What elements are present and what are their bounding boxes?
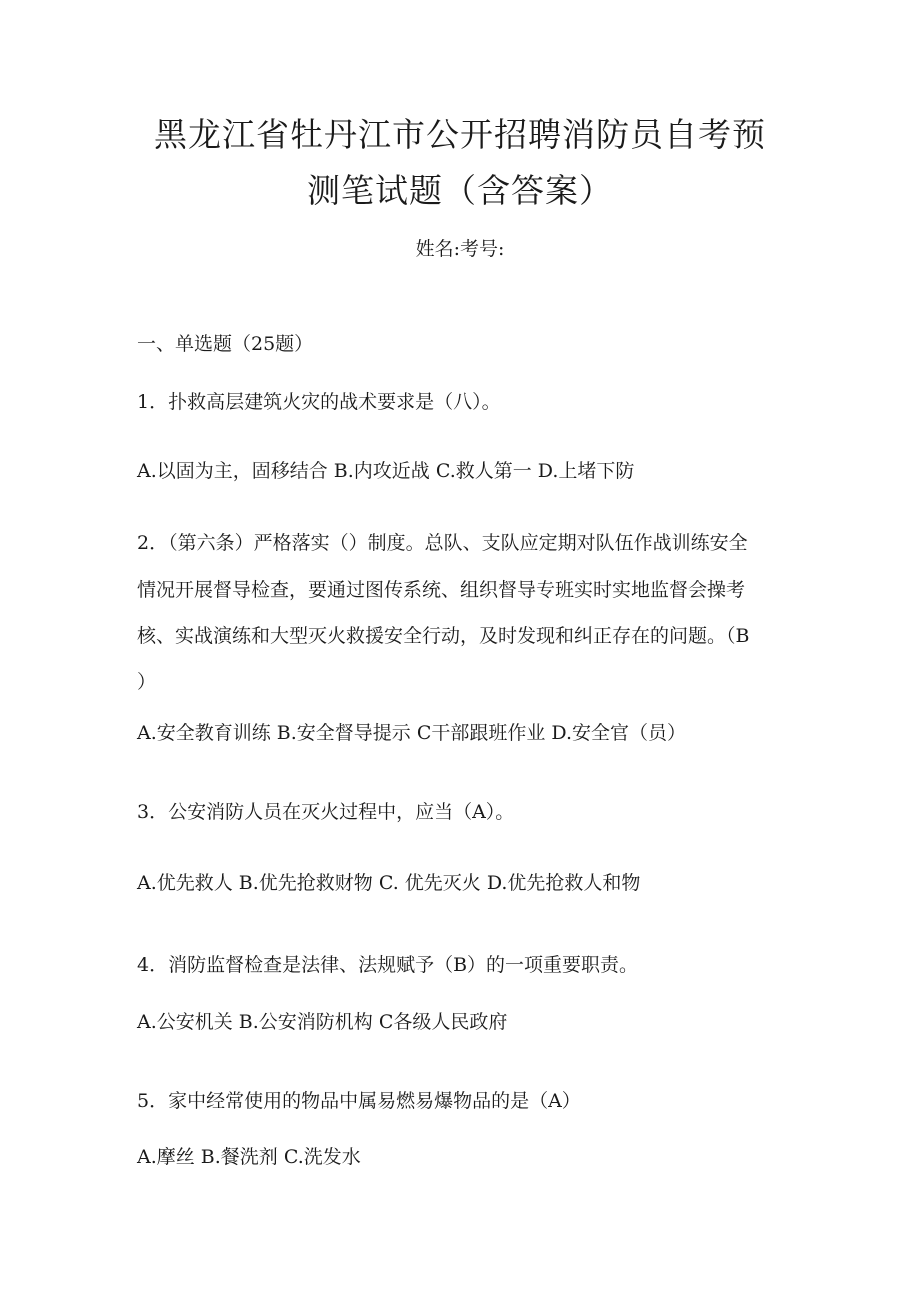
document-title: [100, 107, 820, 219]
question-4-options: A.公安机关 B.公安消防机构 C各级人民政府: [137, 1011, 508, 1033]
question-4-stem: 4．消防监督检查是法律、法规赋予（B）的一项重要职责。: [137, 954, 639, 976]
question-2-stem-line-2: 情况开展督导检查，要通过图传系统、组织督导专班实时实地监督会操考: [137, 579, 746, 601]
question-3-options: A.优先救人 B.优先抢救财物 C. 优先灭火 D.优先抢救人和物: [137, 872, 641, 894]
question-5-options: A.摩丝 B.餐洗剂 C.洗发水: [137, 1146, 361, 1168]
question-1-options: A.以固为主，固移结合 B.内攻近战 C.救人第一 D.上堵下防: [137, 460, 635, 482]
title-line-2: 测笔试题（含答案）: [307, 171, 613, 210]
question-2-options: A.安全教育训练 B.安全督导提示 C干部跟班作业 D.安全官（员）: [137, 722, 687, 744]
question-5-stem: 5．家中经常使用的物品中属易燃易爆物品的是（A）: [137, 1090, 581, 1112]
question-3-stem: 3．公安消防人员在灭火过程中，应当（A）。: [137, 801, 515, 823]
question-2-stem-line-3: 核、实战演练和大型灭火救援安全行动，及时发现和纠正存在的问题。（B: [137, 625, 750, 647]
question-1-stem: 1．扑救高层建筑火灾的战术要求是（八）。: [137, 391, 501, 413]
section-heading: 一、单选题（25题）: [137, 333, 314, 355]
question-2-stem-line-1: 2．（第六条）严格落实（）制度。总队、支队应定期对队伍作战训练安全: [137, 532, 748, 554]
title-line-1: 黑龙江省牡丹江市公开招聘消防员自考预: [154, 115, 766, 154]
question-2-stem-line-4: ）: [137, 671, 157, 693]
name-exam-number-line: 姓名:考号:: [415, 238, 505, 260]
